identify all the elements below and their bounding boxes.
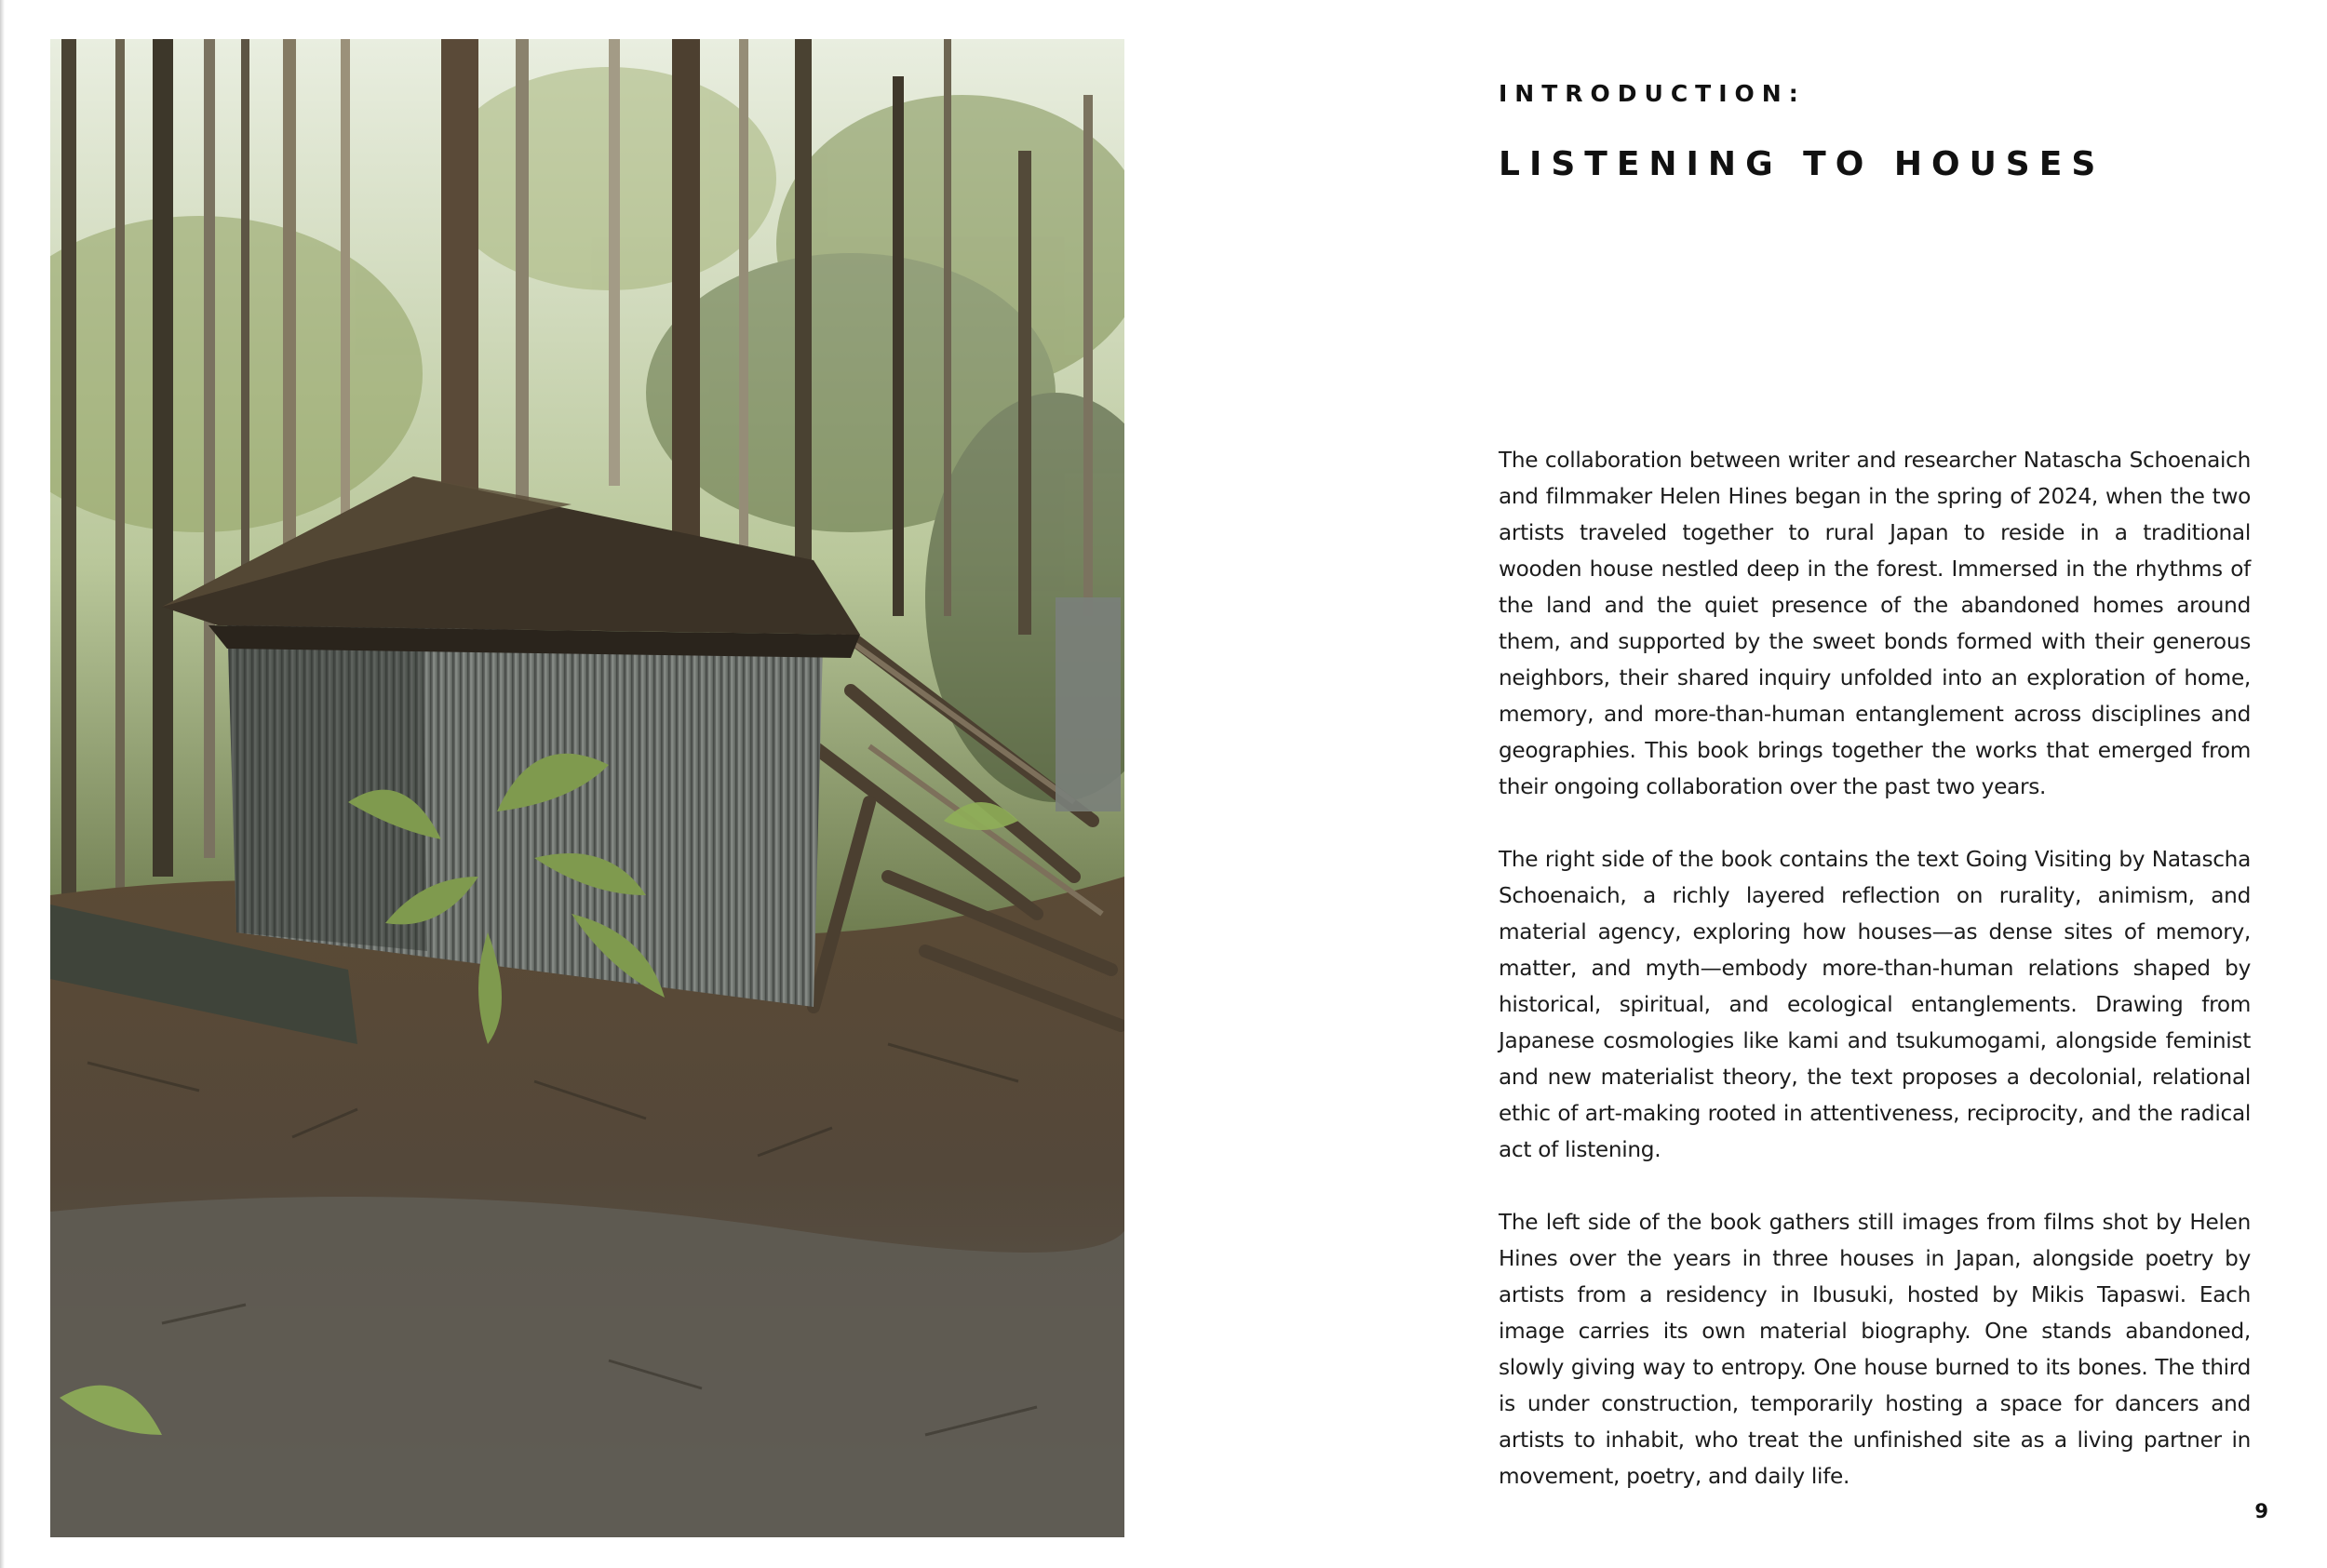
page-title: LISTENING TO HOUSES — [1499, 145, 2105, 183]
page-number: 9 — [2254, 1500, 2268, 1522]
forest-hut-photo — [50, 39, 1124, 1537]
paragraph-1: The collaboration between writer and researcher Natascha Schoenaich and filmmaker Helen Hines began in the spring of 2024, when the two artists traveled together to rural Japan to reside in a traditional wooden house nestled deep in the forest. Immersed in the rhythms of the land and the quiet presence of the abandoned homes around them, and supported by the sweet bonds formed with their generous neighbors, their shared inquiry unfolded into an exploration of home, memory, and more-than-human entanglement across disciplines and geographies. This book brings together the works that emerged from their ongoing collaboration over the past two years. — [1499, 448, 2251, 799]
page-edge-shadow — [0, 0, 5, 1568]
paragraph-3: The left side of the book gathers still images from films shot by Helen Hines over the years in three houses in Japan, alongside poetry by artists from a residency in Ibusuki, hosted by Mikis Tapaswi. Each image carries its own material biography. One stands abandoned, slowly giving way to entropy. One house burned to its bones. The third is under construction, temporarily hosting a space for dancers and artists to inhabit, who treat the unfinished site as a living partner in movement, poetry, and daily life. — [1499, 1210, 2251, 1489]
section-kicker: INTRODUCTION: — [1499, 80, 1806, 107]
text-column — [1499, 0, 2253, 1568]
body-text — [1499, 442, 2251, 1531]
paragraph-2: The right side of the book contains the text Going Visiting by Natascha Schoenaich, a richly layered reflection on rurality, animism, and material agency, exploring how houses—as dense sites of memory, matter, and myth—embody more-than-human relations shaped by historical, spiritual, and ecological entanglements. Drawing from Japanese cosmologies like kami and tsukumogami, alongside feminist and new materialist theory, the text proposes a decolonial, relational ethic of art-making rooted in attentiveness, reciprocity, and the radical act of listening. — [1499, 847, 2251, 1162]
